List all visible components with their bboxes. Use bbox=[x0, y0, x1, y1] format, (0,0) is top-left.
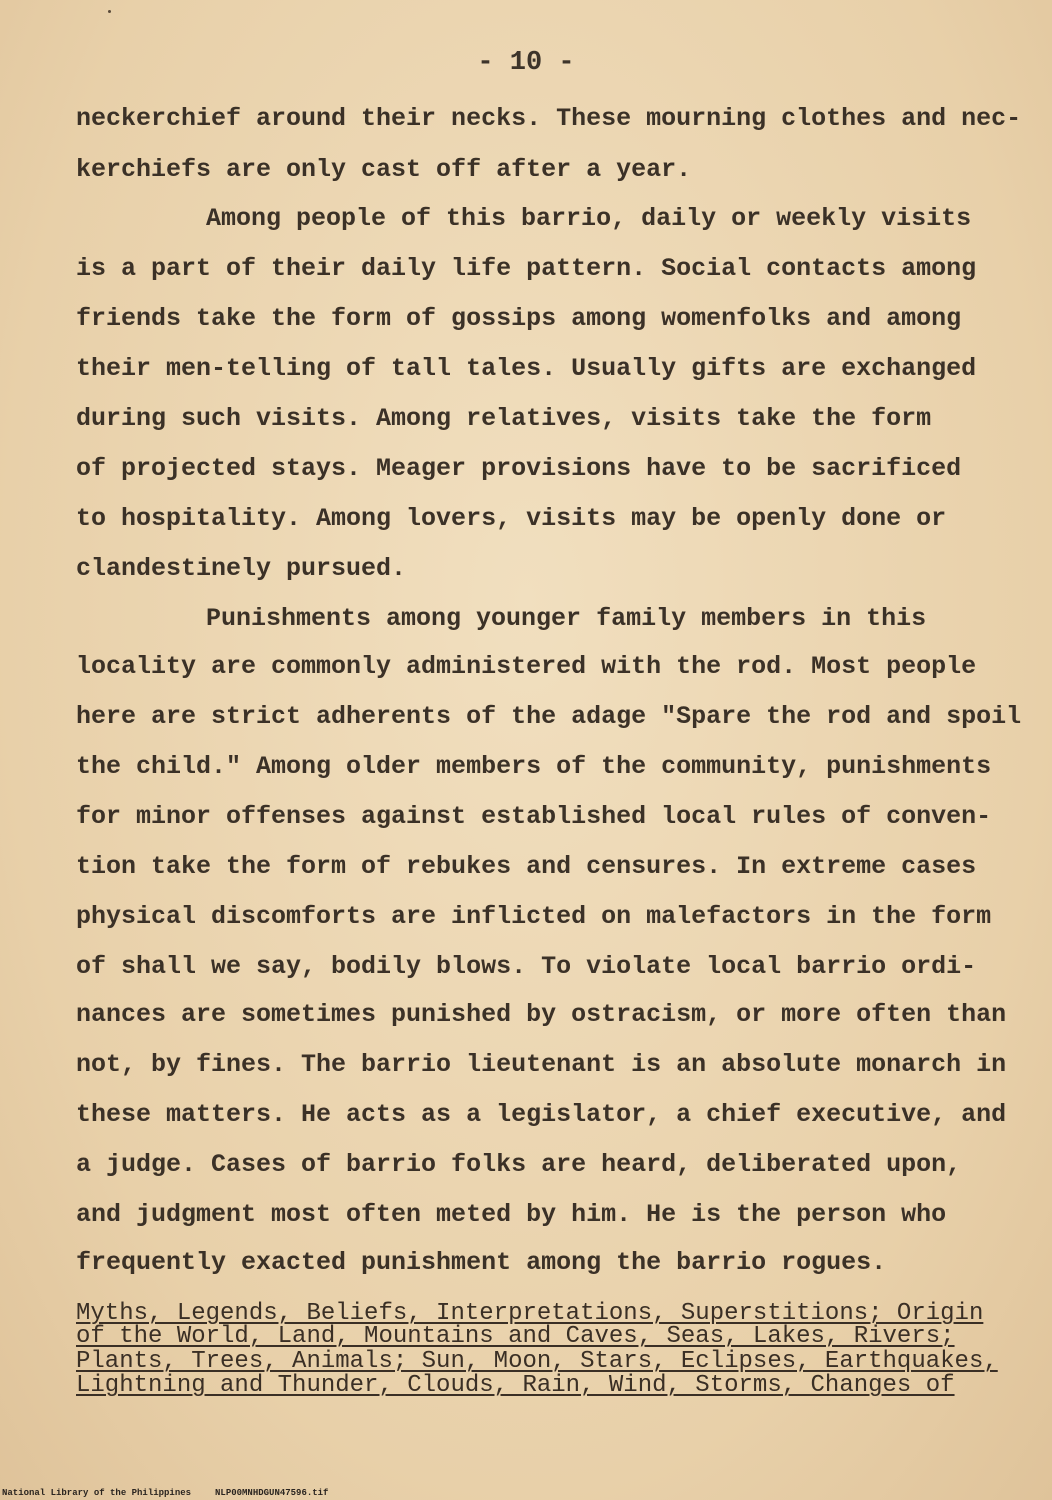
body-line: friends take the form of gossips among womenfolks and among bbox=[76, 304, 962, 333]
body-line: during such visits. Among relatives, visits take the form bbox=[76, 404, 932, 433]
body-line: the child." Among older members of the community, punishments bbox=[76, 752, 992, 781]
body-line: their men-telling of tall tales. Usually gifts are exchanged bbox=[76, 354, 977, 383]
body-line: nances are sometimes punished by ostracism, or more often than bbox=[76, 1000, 1007, 1029]
footer-filename: NLP00MNHDGUN47596.tif bbox=[215, 1488, 329, 1498]
body-line: for minor offenses against established local rules of conven- bbox=[76, 802, 992, 831]
paragraph-start-line: Among people of this barrio, daily or weekly visits bbox=[206, 204, 972, 233]
paper-speck bbox=[108, 10, 111, 13]
body-line: physical discomforts are inflicted on malefactors in the form bbox=[76, 902, 992, 931]
body-line: clandestinely pursued. bbox=[76, 554, 407, 583]
section-heading-line: Lightning and Thunder, Clouds, Rain, Wind, Storms, Changes of bbox=[76, 1372, 955, 1399]
section-heading-line: of the World, Land, Mountains and Caves, Seas, Lakes, Rivers; bbox=[76, 1323, 955, 1350]
paragraph-start-line: Punishments among younger family members in this bbox=[206, 604, 927, 633]
body-line: not, by fines. The barrio lieutenant is an absolute monarch in bbox=[76, 1050, 1007, 1079]
scan-footer bbox=[2, 1488, 328, 1498]
section-heading-line: Plants, Trees, Animals; Sun, Moon, Stars, Eclipses, Earthquakes, bbox=[76, 1348, 998, 1375]
body-line: a judge. Cases of barrio folks are heard, deliberated upon, bbox=[76, 1150, 962, 1179]
body-line: is a part of their daily life pattern. Social contacts among bbox=[76, 254, 977, 283]
page-number: - 10 - bbox=[477, 48, 575, 78]
body-line: frequently exacted punishment among the barrio rogues. bbox=[76, 1248, 887, 1277]
body-line: these matters. He acts as a legislator, a chief executive, and bbox=[76, 1100, 1007, 1129]
body-line: of projected stays. Meager provisions have to be sacrificed bbox=[76, 454, 962, 483]
body-line: and judgment most often meted by him. He is the person who bbox=[76, 1200, 947, 1229]
body-line: kerchiefs are only cast off after a year. bbox=[76, 155, 692, 184]
body-line: neckerchief around their necks. These mourning clothes and nec- bbox=[76, 104, 1022, 133]
body-line: tion take the form of rebukes and censures. In extreme cases bbox=[76, 852, 977, 881]
section-heading-line: Myths, Legends, Beliefs, Interpretations, Superstitions; Origin bbox=[76, 1300, 984, 1327]
footer-institution: National Library of the Philippines bbox=[2, 1488, 192, 1498]
body-line: of shall we say, bodily blows. To violate local barrio ordi- bbox=[76, 952, 977, 981]
body-line: to hospitality. Among lovers, visits may be openly done or bbox=[76, 504, 947, 533]
body-line: here are strict adherents of the adage "Spare the rod and spoil bbox=[76, 702, 1022, 731]
body-line: locality are commonly administered with the rod. Most people bbox=[76, 652, 977, 681]
